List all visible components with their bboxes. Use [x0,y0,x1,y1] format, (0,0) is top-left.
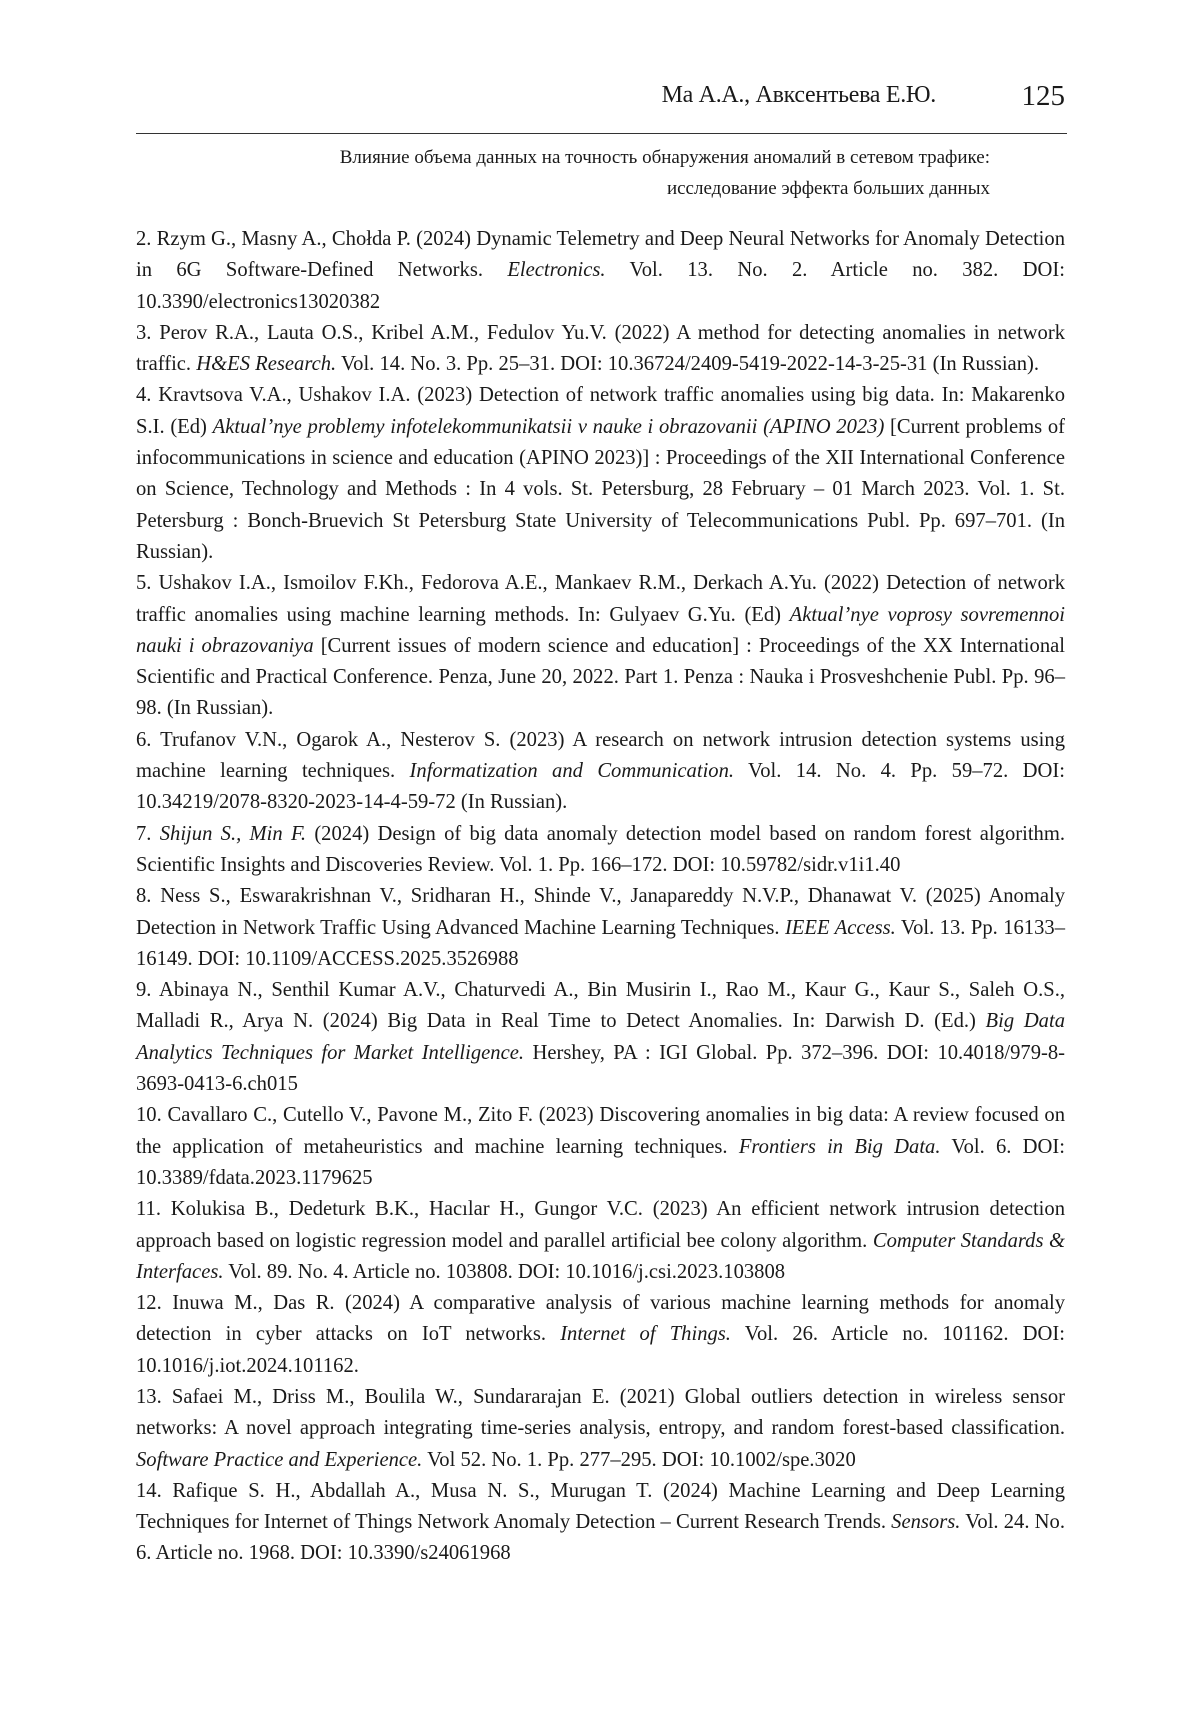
reference-text: 9. Abinaya N., Senthil Kumar A.V., Chaturvedi A., Bin Musirin I., Rao M., Kaur G., Kaur S., Saleh O.S., Malladi R., Arya N. (2024) Big Data in Real Time to Detect Anomalies. In: Darwish D. (Ed.) [136,979,1065,1033]
reference-item [136,318,1065,381]
reference-item [136,819,1065,882]
reference-source: Sensors. [891,1511,961,1534]
running-title-line1: Влияние объема данных на точность обнаружения аномалий в сетевом трафике: [339,147,990,168]
reference-text: 13. Safaei M., Driss M., Boulila W., Sundararajan E. (2021) Global outliers detection in wireless sensor networks: A novel approach integrating time-series analysis, entropy, and random forest-based classification. [136,1385,1065,1440]
reference-details: Vol 52. No. 1. Pp. 277–295. DOI: 10.1002/spe.3020 [422,1448,856,1471]
reference-source: Informatization and Communication. [409,760,735,783]
header-authors: Ма А.А., Авксентьева Е.Ю. [661,82,936,108]
reference-source: Aktual’nye problemy infotelekommunikatsii v nauke i obrazovanii (APINO 2023) [212,415,885,438]
reference-source: Frontiers in Big Data. [738,1135,941,1158]
reference-item [136,224,1065,318]
reference-text: 8. Ness S., Eswarakrishnan V., Sridharan H., Shinde V., Janapareddy N.V.P., Dhanawat V. (2025) Anomaly Detection in Network Traffic Using Advanced Machine Learning Techniques. [136,885,1065,939]
reference-details: Vol. 89. No. 4. Article no. 103808. DOI: 10.1016/j.csi.2023.103808 [223,1260,786,1283]
reference-item [136,1100,1065,1194]
reference-item [136,568,1065,724]
reference-item [136,881,1065,975]
reference-item [136,380,1065,568]
reference-details: Vol. 14. No. 4. Pp. 59–72. DOI: 10.34219/2078-8320-2023-14-4-59-72 (In Russian). [136,760,1065,814]
reference-item [136,1382,1065,1476]
reference-text: 12. Inuwa M., Das R. (2024) A comparative analysis of various machine learning methods for anomaly detection in cyber attacks on IoT networks. [136,1292,1065,1346]
reference-details: Vol. 13. Pp. 16133–16149. DOI: 10.1109/ACCESS.2025.3526988 [136,916,1065,970]
reference-text: 3. Perov R.A., Lauta O.S., Kribel A.M., Fedulov Yu.V. (2022) A method for detecting anomalies in network traffic. [136,321,1065,376]
reference-source: IEEE Access. [784,916,896,939]
reference-source: Computer Standards & Interfaces. [136,1229,1065,1283]
reference-details: [Current issues of modern science and education] : Proceedings of the XX International Scientific and Practical Conference. Penza, June 20, 2022. Part 1. Penza : Nauka i Prosveshchenie Publ. Pp. 96–98. (In Russian). [136,634,1065,720]
reference-text: 10. Cavallaro C., Cutello V., Pavone M., Zito F. (2023) Discovering anomalies in big data: A review focused on the application of metaheuristics and machine learning techniques. [136,1104,1065,1158]
reference-source: Software Practice and Experience. [136,1448,423,1471]
reference-source: Electronics. [507,259,606,282]
reference-details: [Current problems of infocommunications in science and education (APINO 2023)] : Proceedings of the XII International Conference on Science, Technology and Methods : In 4 vols. St. Petersburg, 28 February – 01 March 2023. Vol. 1. St. Petersburg : Bonch-Bruevich St Petersburg State University of Telecommunications Publ. Pp. 697–701. (In Russian). [136,415,1065,563]
page-number: 125 [1021,80,1065,112]
reference-text: 4. Kravtsova V.A., Ushakov I.A. (2023) Detection of network traffic anomalies using big data. In: Makarenko S.I. (Ed) [136,384,1065,438]
reference-text: 5. Ushakov I.A., Ismoilov F.Kh., Fedorova A.E., Mankaev R.M., Derkach A.Yu. (2022) Detection of network traffic anomalies using machine learning methods. In: Gulyaev G.Yu. (Ed) [136,572,1065,626]
reference-details: Vol. 14. No. 3. Pp. 25–31. DOI: 10.36724/2409-5419-2022-14-3-25-31 (In Russian). [336,353,1040,376]
header-rule [136,133,1067,134]
reference-details: (2024) Design of big data anomaly detection model based on random forest algorithm. Scientific Insights and Discoveries Review. Vol. 1. Pp. 166–172. DOI: 10.59782/sidr.v1i1.40 [136,822,1066,876]
reference-details: Vol. 24. No. 6. Article no. 1968. DOI: 10.3390/s24061968 [136,1511,1065,1565]
reference-text: 6. Trufanov V.N., Ogarok A., Nesterov S. (2023) A research on network intrusion detection systems using machine learning techniques. [136,728,1065,783]
running-title [90,142,990,204]
reference-item [136,975,1065,1100]
reference-source: Aktual’nye voprosy sovremennoi nauki i obrazovaniya [136,603,1065,657]
reference-details: Vol. 13. No. 2. Article no. 382. DOI: 10.3390/electronics13020382 [136,259,1065,313]
reference-item [136,1288,1065,1382]
reference-details: Vol. 6. DOI: 10.3389/fdata.2023.1179625 [136,1135,1065,1189]
reference-text: 11. Kolukisa B., Dedeturk B.K., Hacılar H., Gungor V.C. (2023) An efficient network intrusion detection approach based on logistic regression model and parallel artificial bee colony algorithm. [136,1198,1065,1252]
reference-list [136,224,1065,1570]
reference-text: 14. Rafique S. H., Abdallah A., Musa N. S., Murugan T. (2024) Machine Learning and Deep Learning Techniques for Internet of Things Network Anomaly Detection – Current Research Trends. [136,1479,1065,1534]
reference-details: Hershey, PA : IGI Global. Pp. 372–396. DOI: 10.4018/979-8-3693-0413-6.ch015 [136,1041,1066,1096]
reference-details: Vol. 26. Article no. 101162. DOI: 10.1016/j.iot.2024.101162. [136,1323,1066,1377]
reference-source: Shijun S., Min F. [159,822,307,845]
reference-text: 2. Rzym G., Masny A., Chołda P. (2024) Dynamic Telemetry and Deep Neural Networks for Anomaly Detection in 6G Software-Defined Networks. [136,228,1065,282]
reference-item [136,1194,1065,1288]
reference-item [136,725,1065,819]
reference-text: 7. [136,822,160,845]
reference-source: Big Data Analytics Techniques for Market Intelligence. [136,1010,1066,1064]
running-title-line2: исследование эффекта больших данных [666,178,990,199]
reference-source: Internet of Things. [560,1323,731,1346]
reference-source: H&ES Research. [196,353,337,376]
reference-item [136,1476,1065,1570]
